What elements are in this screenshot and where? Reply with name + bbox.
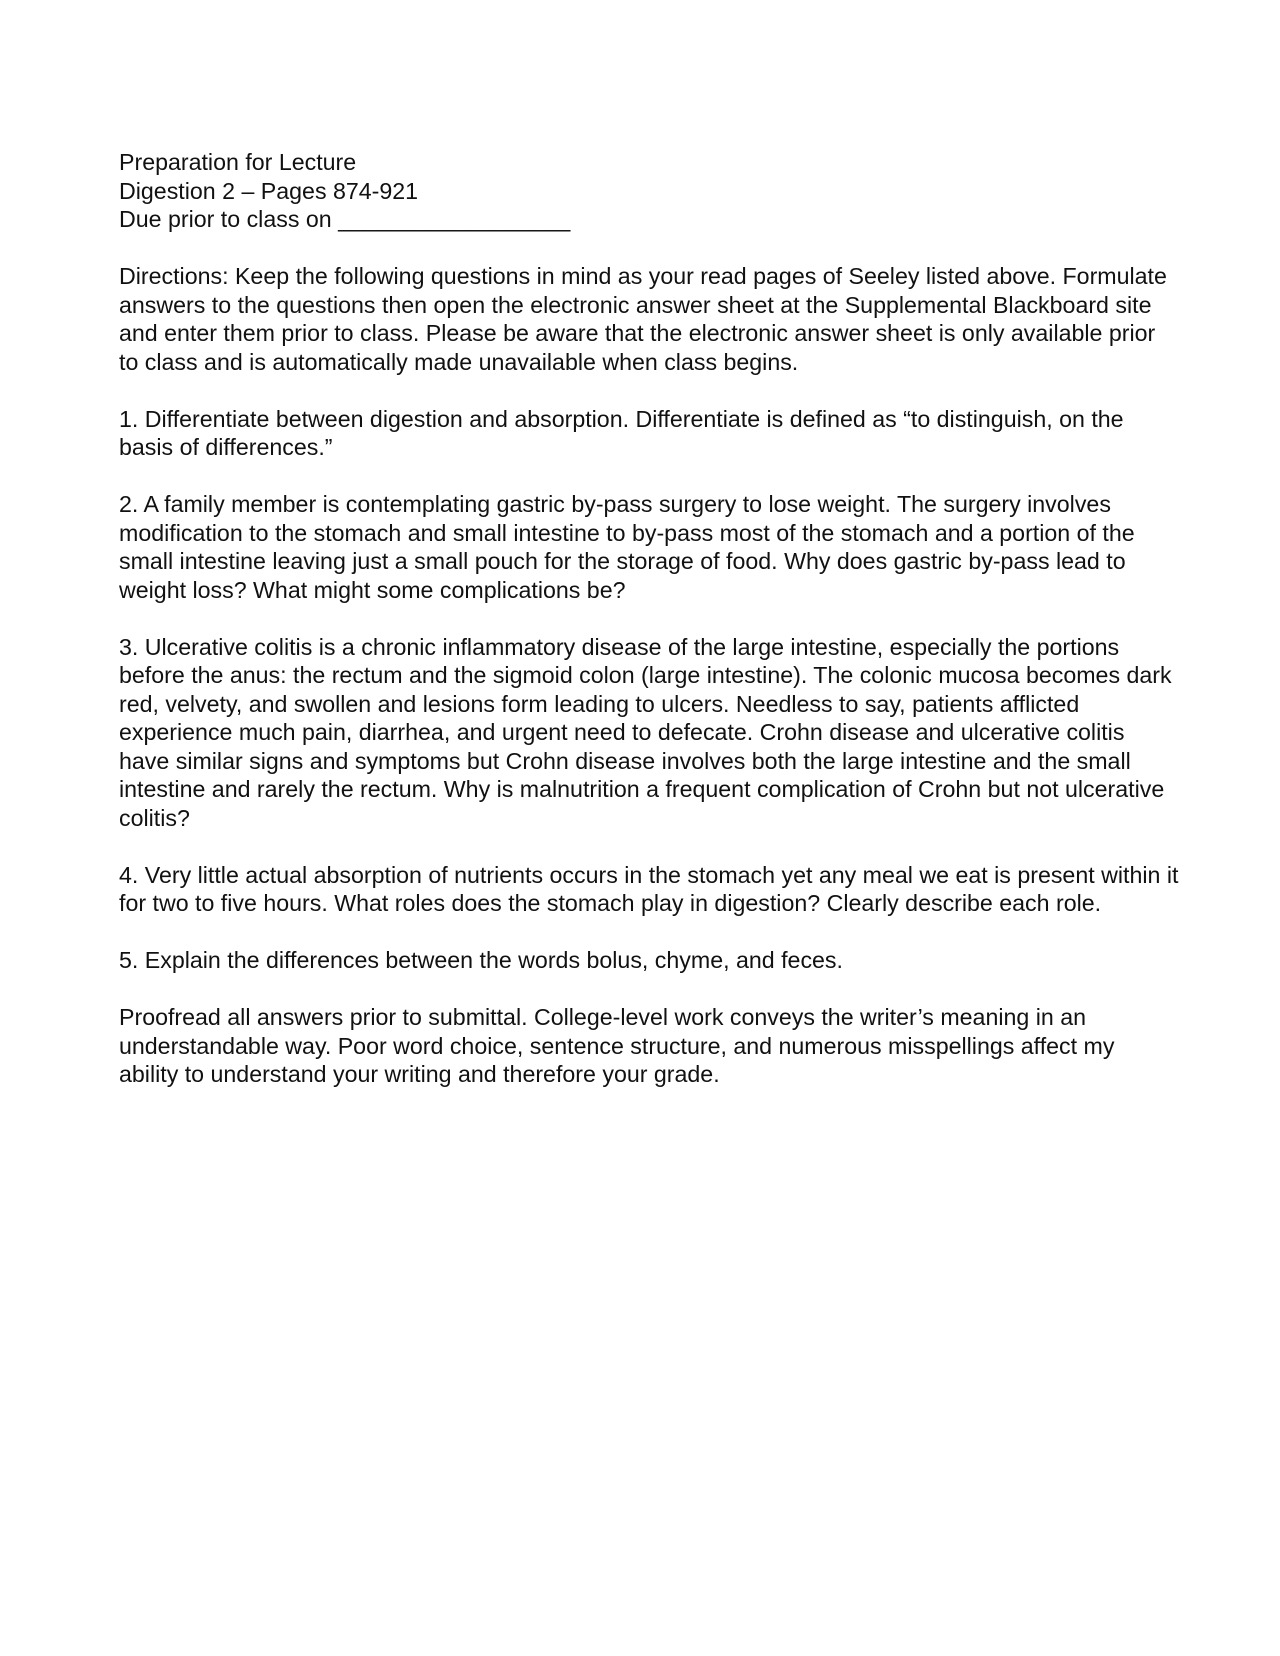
question-4: 4. Very little actual absorption of nutrients occurs in the stomach yet any meal we eat is present within it for two to five hours. What roles does the stomach play in digestion? Clearly describe each role. bbox=[119, 861, 1179, 916]
document-header bbox=[119, 148, 1179, 234]
document-content bbox=[119, 148, 1179, 1117]
question-3: 3. Ulcerative colitis is a chronic inflammatory disease of the large intestine, especially the portions before the anus: the rectum and the sigmoid colon (large intestine). The colonic mucosa becomes dark red, velvety, and swollen and lesions form leading to ulcers. Needless to say, patients afflicted experience much pain, diarrhea, and urgent need to defecate. Crohn disease and ulcerative colitis have similar signs and symptoms but Crohn disease involves both the large intestine and the small intestine and rarely the rectum. Why is malnutrition a frequent complication of Crohn but not ulcerative colitis? bbox=[119, 633, 1172, 831]
question-2: 2. A family member is contemplating gastric by-pass surgery to lose weight. The surgery involves modification to the stomach and small intestine to by-pass most of the stomach and a portion of the small intestine leaving just a small pouch for the storage of food. Why does gastric by-pass lead to weight loss? What might some complications be? bbox=[119, 491, 1135, 603]
directions-paragraph: Directions: Keep the following questions in mind as your read pages of Seeley listed above. Formulate answers to the questions then open the electronic answer sheet at the Supplemental Blackboard site and enter them prior to class. Please be aware that the electronic answer sheet is only available prior to class and is automatically made unavailable when class begins. bbox=[119, 263, 1167, 375]
document-title: Preparation for Lecture bbox=[119, 149, 357, 175]
question-5: 5. Explain the differences between the words bolus, chyme, and feces. bbox=[119, 947, 843, 973]
closing-paragraph: Proofread all answers prior to submittal. College-level work conveys the writer’s meaning in an understandable way. Poor word choice, sentence structure, and numerous misspellings affect my ability to understand your writing and therefore your grade. bbox=[119, 1004, 1115, 1087]
question-1: 1. Differentiate between digestion and absorption. Differentiate is defined as “to distinguish, on the basis of differences.” bbox=[119, 405, 1124, 460]
document-subtitle: Digestion 2 – Pages 874-921 bbox=[119, 177, 419, 204]
due-date-line: Due prior to class on __________________ bbox=[119, 206, 571, 232]
